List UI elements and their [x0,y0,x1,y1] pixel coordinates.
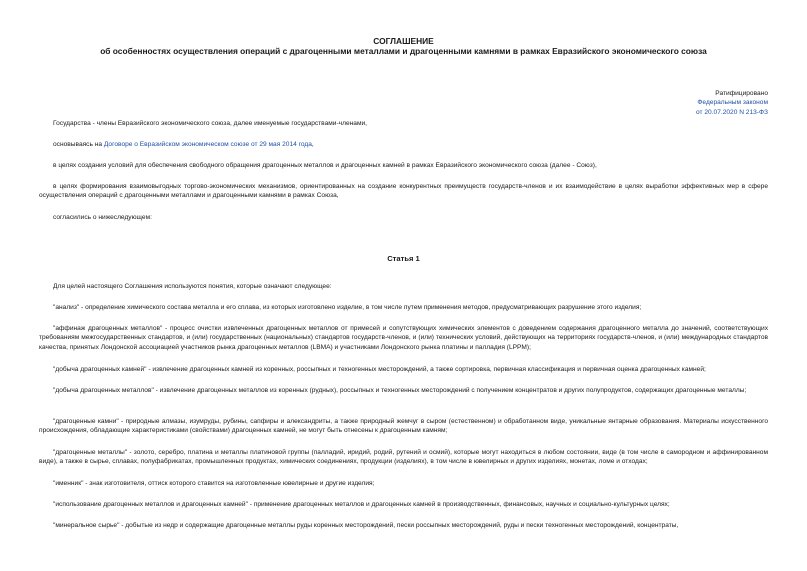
federal-law-date-link[interactable]: от 20.07.2020 N 213-ФЗ [696,108,768,116]
preamble-paragraph-3: в целях создания условий для обеспечения свободного обращения драгоценных металлов и драгоценных камней в рамках Евразийского экономического союза (далее - Союз), [53,162,597,169]
definition-precious-stones: "драгоценные камни" - природные алмазы, изумруды, рубины, сапфиры и александриты, а также природный жемчуг в сыром (естественном) и обработанном виде, уникальные янтарные образования. Материалы искусственного происхождения, обладающие характеристиками (свойствами) драгоценных камней, не могут быть отнесены к драгоценным камням; [39,418,768,435]
definition-refining: "аффинаж драгоценных металлов" - процесс очистки извлеченных драгоценных металлов от примесей и сопутствующих химических элементов с доведением содержания драгоценного металла до значений, соответствующих требованиям межгосударственных стандартов, и (или) государственных (национальных) стандартов государств-членов, и (или) технических условий, действующих на территориях государств-членов, и (или) международных стандартов качества, принятых Лондонской ассоциацией участников рынка драгоценных металлов (LBMA) и участниками Лондонского рынка платины и палладия (LPPM); [39,325,768,351]
definition-gem-mining: "добыча драгоценных камней" - извлечение драгоценных камней из коренных, россыпных и техногенных месторождений, а также сортировка, первичная классификация и первичная оценка драгоценных камней; [53,366,706,373]
document-title: СОГЛАШЕНИЕ [373,36,434,46]
preamble-paragraph-4: в целях формирования взаимовыгодных торгово-экономических механизмов, ориентированных на создание конкурентных преимуществ государств-членов и их взаимодействие в целях выработки эффективных мер в сфере осуществления операций с драгоценными металлами и драгоценными камнями в рамках Союза, [39,183,768,200]
document-subtitle: об особенностях осуществления операций с драгоценными металлами и драгоценными камнями в рамках Евразийского экономического союза [100,46,707,56]
article-intro: Для целей настоящего Соглашения используются понятия, которые означают следующее: [53,283,332,290]
definition-precious-metals: "драгоценные металлы" - золото, серебро, платина и металлы платиновой группы (палладий, иридий, родий, рутений и осмий), которые могут находиться в любом состоянии, виде (в том числе в самородном и аффинированном виде), а также в сырье, сплавах, полуфабрикатах, промышленных продуктах, химических соединениях, продукции (изделиях), в том числе в ювелирных и других изделиях, монетах, ломе и отходах; [39,449,768,466]
definition-hallmark: "именник" - знак изготовителя, оттиск которого ставится на изготовленные ювелирные и другие изделия; [53,480,375,487]
preamble-text: , [311,141,314,148]
ratification-block [696,89,768,117]
preamble-paragraph-5: согласились о нижеследующем: [53,214,152,221]
preamble-text: основываясь на [53,141,104,148]
eaeu-treaty-link[interactable]: Договоре о Евразийском экономическом союзе от 29 мая 2014 года [103,141,312,148]
preamble-paragraph-2 [39,140,768,149]
preamble-paragraph-1: Государства - члены Евразийского экономического союза, далее именуемые государствами-членами, [53,120,367,127]
federal-law-link[interactable]: Федеральным законом [697,99,768,107]
definition-analysis: "анализ" - определение химического состава металла и его сплава, из которых изготовлено изделие, в том числе путем применения методов, предусматривающих разрушение этого изделия; [53,304,642,311]
definition-usage: "использование драгоценных металлов и драгоценных камней" - применение драгоценных металлов и драгоценных камней в производственных, финансовых, научных и социально-культурных целях; [53,501,670,508]
article-heading: Статья 1 [387,254,420,263]
definition-metal-mining: "добыча драгоценных металлов" - извлечение драгоценных металлов из коренных (рудных), россыпных и техногенных месторождений с получением концентратов и других полупродуктов, содержащих драгоценные металлы; [53,387,747,394]
ratification-label: Ратифицировано [715,90,768,97]
definition-mineral-raw: "минеральное сырье" - добытые из недр и содержащие драгоценные металлы руды коренных месторождений, пески россыпных месторождений, руды и пески техногенных месторождений, концентраты, [53,522,679,529]
